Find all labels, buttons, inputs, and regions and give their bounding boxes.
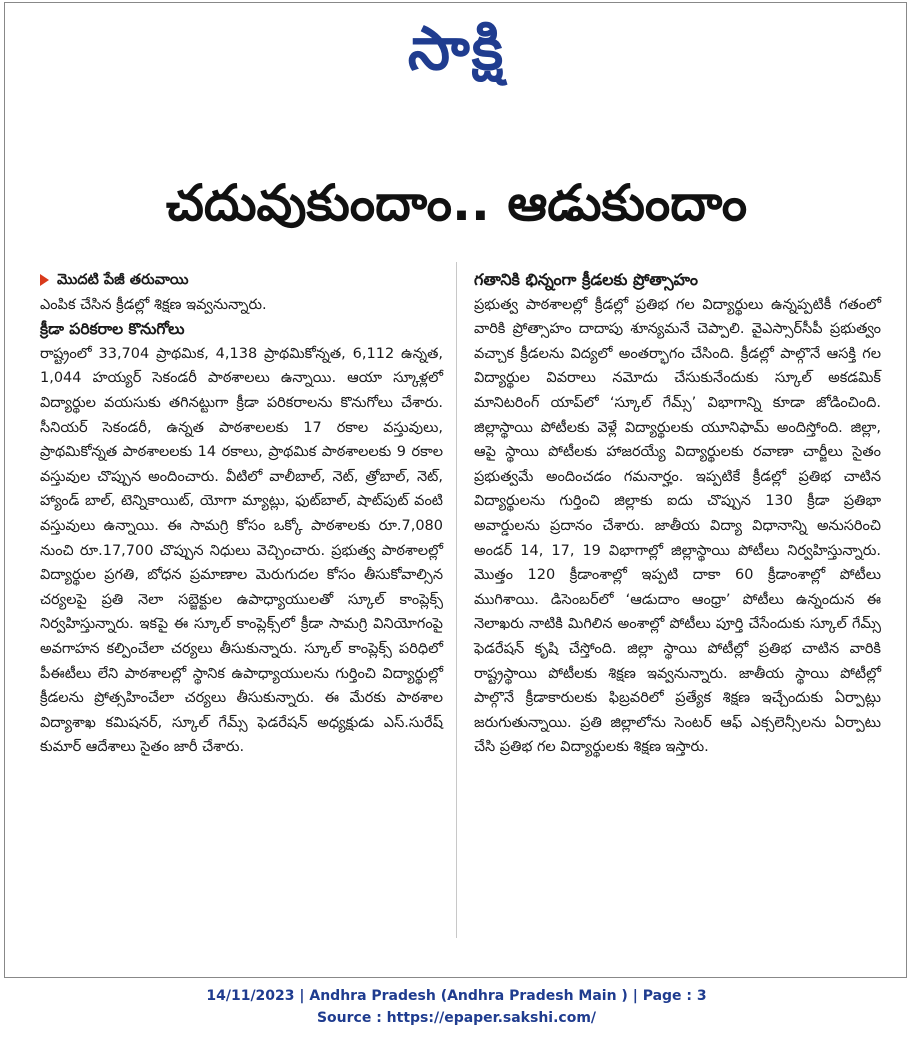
column-divider	[456, 262, 457, 938]
masthead-logo: సాక్షి	[407, 14, 506, 84]
footer-edition-info: 14/11/2023 | Andhra Pradesh (Andhra Pradesh Main ) | Page : 3	[206, 988, 707, 1004]
left-column	[40, 268, 443, 760]
intro-line: ఎంపిక చేసిన క్రీడల్లో శిక్షణ ఇవ్వనున్నారు.	[40, 296, 267, 313]
right-column	[474, 268, 881, 760]
continued-label: మొదటి పేజీ తరువాయి	[57, 272, 189, 288]
continued-from-front-page	[40, 268, 443, 293]
article-headline: చదువుకుందాం.. ఆడుకుందాం	[165, 174, 748, 232]
article-body-left: రాష్ట్రంలో 33,704 ప్రాథమిక, 4,138 ప్రాథమికోన్నత, 6,112 ఉన్నత, 1,044 హయ్యర్ సెకండరీ పాఠశాలలు ఉన్నాయి. ఆయా స్కూళ్లలో విద్యార్థుల వయసుకు తగినట్టుగా క్రీడా పరికరాలను కొనుగోలు చేశారు. సీనియర్ సెకండరీ, ఉన్నత పాఠశాలలకు 17 రకాల వస్తువులు, ప్రాథమికోన్నత పాఠశాలలకు 14 రకాలు, ప్రాథమిక పాఠశాలలకు 9 రకాల వస్తువుల చొప్పున అందించారు. వీటిలో వాలీబాల్, నెట్, త్రోబాల్, నెట్, హ్యాండ్ బాల్, టెన్నికాయిట్, యోగా మ్యాట్లు, ఫుట్‌బాల్, షాట్‌పుట్ వంటి వస్తువులు ఉన్నాయి. ఈ సామగ్రి కోసం ఒక్కో పాఠశాలకు రూ.7,080 నుంచి రూ.17,700 చొప్పున నిధులు వెచ్చించారు. ప్రభుత్వ పాఠశాలల్లో విద్యార్థుల ప్రగతి, బోధన ప్రమాణాల మెరుగుదల కోసం తీసుకోవాల్సిన చర్యలపై ప్రతి నెలా సబ్జెక్టుల ఉపాధ్యాయులతో స్కూల్ కాంప్లెక్స్ నిర్వహిస్తున్నారు. ఇకపై ఈ స్కూల్ కాంప్లెక్స్‌లో క్రీడా సామగ్రి వినియోగంపై అవగాహన కల్పించేలా చర్యలు తీసుకున్నారు. స్కూల్ కాంప్లెక్స్ పరిధిలో పీఈటీలు లేని పాఠశాలల్లో స్థానిక ఉపాధ్యాయులను గుర్తించి విద్యార్థుల్లో క్రీడలను ప్రోత్సహించేలా చర్యలు తీసుకున్నారు. ఈ మేరకు పాఠశాల విద్యాశాఖ కమిషనర్, స్కూల్ గేమ్స్ ఫెడరేషన్ అధ్యక్షుడు ఎస్.సురేష్ కుమార్ ఆదేశాలు సైతం జారీ చేశారు.	[40, 345, 443, 756]
section-subheading-right: గతానికి భిన్నంగా క్రీడలకు ప్రోత్సాహం	[474, 270, 699, 289]
footer-source-link[interactable]: Source : https://epaper.sakshi.com/	[316, 1010, 597, 1026]
arrow-right-icon	[40, 274, 49, 286]
article-body-right: ప్రభుత్వ పాఠశాలల్లో క్రీడల్లో ప్రతిభ గల విద్యార్థులు ఉన్నప్పటికీ గతంలో వారికి ప్రోత్సాహం దాదాపు శూన్యమనే చెప్పాలి. వైఎస్సార్‌సీపీ ప్రభుత్వం వచ్చాక క్రీడలను విద్యలో అంతర్భాగం చేసింది. క్రీడల్లో పాల్గొనే ఆసక్తి గల విద్యార్థుల వివరాలు నమోదు చేసుకునేందుకు స్కూల్ అకడమిక్ మానిటరింగ్ యాప్‌లో ‘స్కూల్ గేమ్స్’ విభాగాన్ని కూడా జోడించింది. జిల్లాస్థాయి పోటీలకు వెళ్లే విద్యార్థులకు యూనిఫామ్ అందిస్తోంది. జిల్లా, ఆపై స్థాయి పోటీలకు హాజరయ్యే విద్యార్థులకు రవాణా చార్జీలు సైతం ప్రభుత్వమే అందించడం గమనార్హం. ఇప్పటికే క్రీడల్లో ప్రతిభ చాటిన విద్యార్థులను గుర్తించి జిల్లాకు ఐదు చొప్పున 130 క్రీడా ప్రతిభా అవార్డులను ప్రదానం చేశారు. జాతీయ విద్యా విధానాన్ని అనుసరించి అండర్ 14, 17, 19 విభాగాల్లో జిల్లాస్థాయి పోటీలు నిర్వహిస్తున్నారు. మొత్తం 120 క్రీడాంశాల్లో ఇప్పటి దాకా 60 క్రీడాంశాల్లో పోటీలు ముగిశాయి. డిసెంబర్‌లో ‘ఆడుదాం ఆంధ్రా’ పోటీలు ఉన్నందున ఈ నెలాఖరు నాటికి మిగిలిన అంశాల్లో పోటీలు పూర్తి చేసేందుకు స్కూల్ గేమ్స్ ఫెడరేషన్ కృషి చేస్తోంది. జిల్లా స్థాయి పోటీల్లో ప్రతిభ చాటిన వారికి రాష్ట్రస్థాయి పోటీలకు శిక్షణ ఇవ్వనున్నారు. జాతీయ స్థాయి పోటీల్లో పాల్గొనే క్రీడాకారులకు ఫిబ్రవరిలో ప్రత్యేక శిక్షణ ఇచ్చేందుకు ఏర్పాట్లు జరుగుతున్నాయి. ప్రతి జిల్లాలోను సెంటర్ ఆఫ్ ఎక్సలెన్సీలను ఏర్పాటు చేసి ప్రతిభ గల విద్యార్థులకు శిక్షణ ఇస్తారు.	[474, 296, 881, 756]
section-subheading: క్రీడా పరికరాల కొనుగోలు	[40, 320, 185, 339]
